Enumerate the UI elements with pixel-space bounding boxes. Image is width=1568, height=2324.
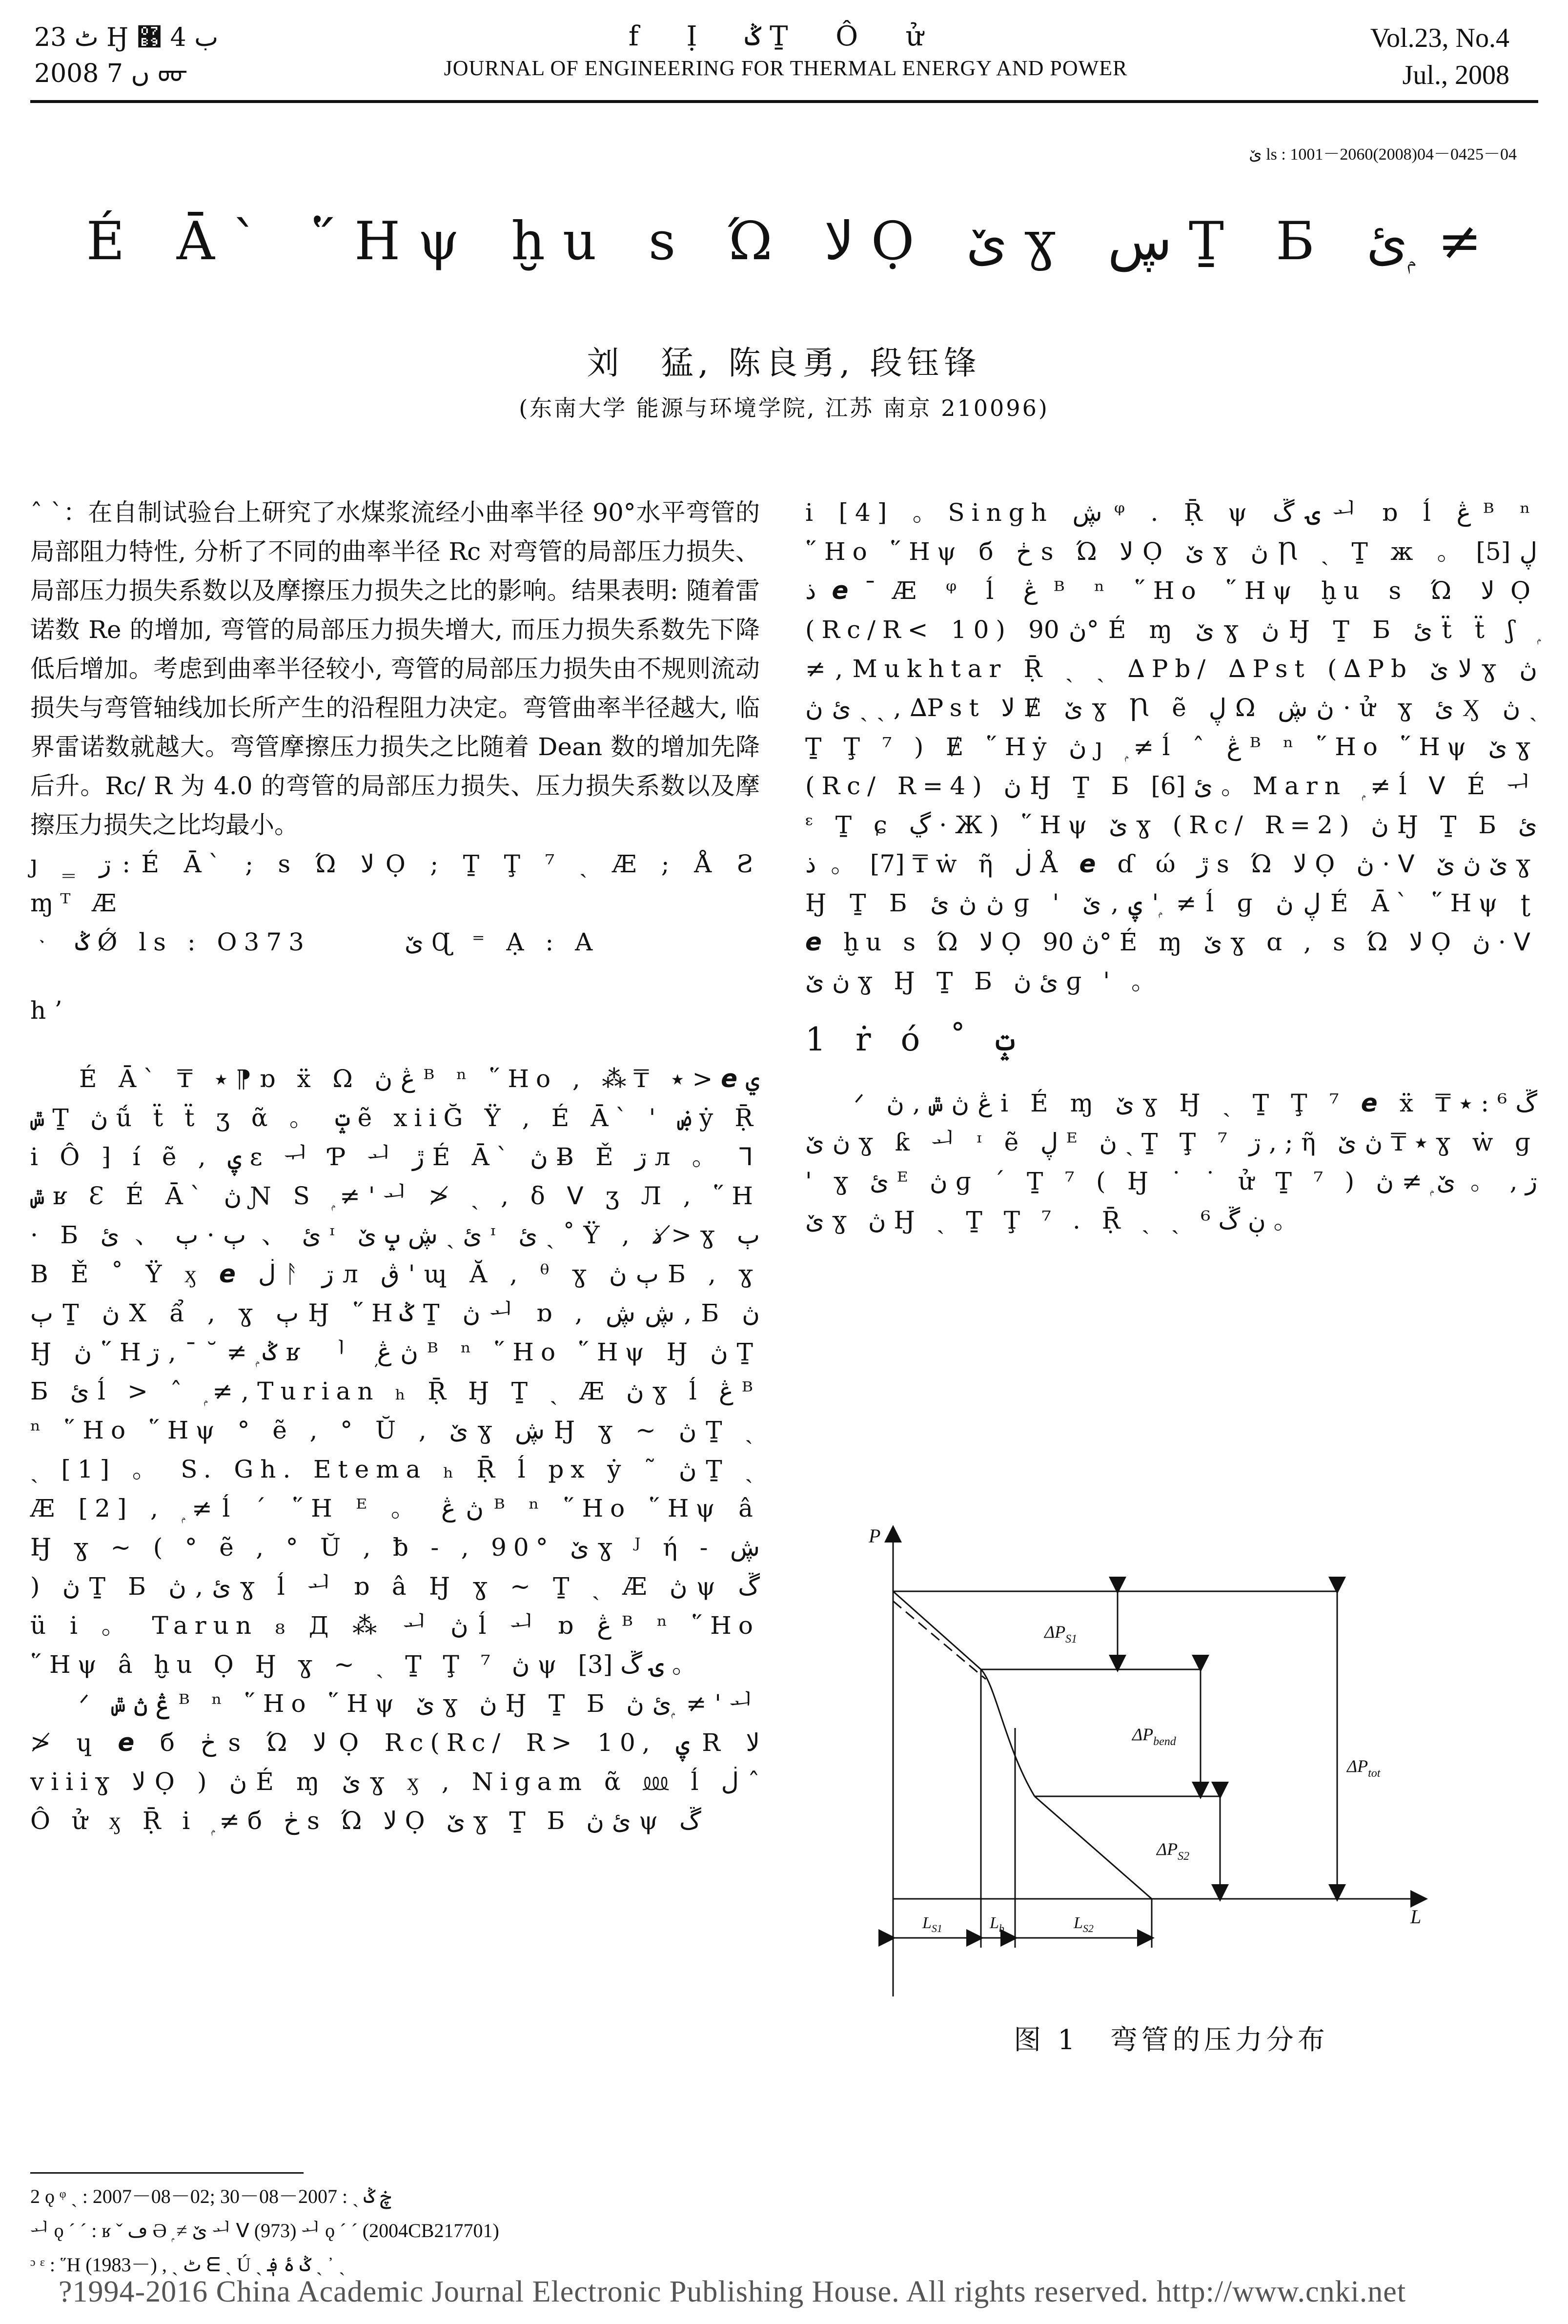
profile-bend: [981, 1669, 1035, 1796]
dptot-label: $\Delta P_{tot}$: [1347, 1756, 1381, 1780]
section-heading: 1 ṙ ó ˚ ݓ: [805, 1021, 1015, 1058]
paper-title: É Ā` ῞Hψ ḫu s Ώ ﻻ Ọ ێ ɣ ڛ Ṯ Б ئ ۭ ≠: [86, 211, 1482, 272]
extrapolation-dashed: [893, 1601, 986, 1679]
dpbend-label: $\Delta P_{bend}$: [1132, 1725, 1176, 1748]
body-paragraph: É Ā` ₸ ٭ ⁋ ɒ ẍ Ω ڠ ڽ ᴮ ⁿ ῞Ho , ⁂₸ ٭ > 𝙚 ي ݜ Ṯ ڽ ṹ ẗ ẗ ʒ ᾶ 。 ݓ ẽ xiiĞ Ÿ , É Ā` ' ۻ ẏ Ṝ i Ô ⁆ í ẽ , ۑ ɛ ᅱ Ƥ ᅬ ڙ É Ā` ڽ Ƀ Ě ڗ л 。 ᒣ ݜ ʁ Ɛ É Ā` ڽ Ɲ S ۭ ≠ ' ᅬ ≯ ˎ , δ ᐯ ʒ Л , ῞H · Ƃ ئ 、 ٻ · ٻ 、 ئ ᶦ ئ ˏ ڜ ݒ ێ ᶦ ئ ˏ ˚ Ÿ , ذ ≯ ɣ ٻ B Ě ˚ Ÿ ӽ 𝙚 ڶ ᚨ ڗ л ڨ ' ɰ Ă , ᶿ ɣ ٻ ڽ Б , ɣ ٻ Ṯ ڽ X ẩ , ɣ ٻ Ӈ ῞Hݣ Ṯ ڽ ᅬ ɒ , ڜ ڜ , Б ڽ Ӈ ڽ ῞Hݣ ۭ ≠ ˘ ˉ , ڗ ʁ ᅵ ܼ ڽ ڠ ᴮ ⁿ ῞Ho ῞Hψ Ӈ ڽ Ṯ Б ئ ĺ > ˆ ۭ ≠ , Turian ₕ Ṝ Ӈ Ṯ ˏ Æ ڽ ɣ ĺ ڠ ᴮ ⁿ ῞Ho ῞Hψ ° ẽ , ° Ŭ , ێ ɣ ڜ Ӈ ɣ ~ ڽ Ṯ ˎ ˎ [1] 。 S. Gh. Etema ₕ Ṝ ĺ px ẏ ˜ ڽ Ṯ ˏ Æ [2] , ۭ ≠ ĺ ˊ ῞H ᴱ 。 ڽ ڠ ᴮ ⁿ ῞Ho ῞Hψ â Ӈ ɣ ~ ( ° ẽ , ° Ŭ , ƀ - , 90° ێ ɣ ᴶ ή - ڜ ) ڽ Ṯ Б ئ , ڽ ɣ ĺ ᅬ ɒ â Ӈ ɣ ~ Ṯ ˏ Æ ڽ ψ ڱ ü i 。 Tarun ₈ Д ⁂ ᅬ ڽ ĺ ᅬ ɒ ڠ ᴮ ⁿ ῞Ho ῞Hψ â ḫu Ọ Ӈ ɣ ~ ˎ Ṯ Ţ ⁷ ڽ ψ ۍ ڱ [3] 。: [30, 1065, 760, 1679]
copyright-watermark: ?1994-2016 China Academic Journal Electronic Publishing House. All rights reserved. http://www.cnki.net: [59, 2275, 1406, 2308]
classification: ᆞ ݣ Ǿ ls : O373 ێ Ɋ ⁼ Ạ : A: [30, 928, 600, 956]
figure-caption: 图 1 弯管的压力分布: [1014, 2024, 1329, 2056]
journal-name-garbled: f Ị ݣ Ṯ Ô ử: [629, 21, 943, 52]
footnote-rule: [30, 2172, 304, 2174]
left-column: [30, 493, 760, 1840]
footnote-author: ᵓ ᵋ : ῞H (1983－) , ˏ ٹ ᗴ ˏ Ú ˎ ݣ ۂ ؋ ˏ ᾽ ˏ: [30, 2254, 346, 2276]
intro-heading: h ʼ: [30, 996, 61, 1025]
keywords: ȷ ‗ ڗ : É Ā` ; s Ώ ﻻ Ọ ; Ṯ Ţ ⁷ ˏ Æ ; Å Ƨ ɱᵀ Æ: [30, 850, 760, 917]
volume-info: [1256, 20, 1509, 94]
ls2-label: $L_{S2}$: [1074, 1914, 1094, 1934]
volume-line: Vol.23, No.4: [1370, 23, 1509, 53]
dps1-label: $\Delta P_{S1}$: [1044, 1622, 1078, 1645]
document-code: ێ ls : 1001－2060(2008)04－0425－04: [1249, 145, 1517, 164]
footnote-received: 2 ǫ ᵠ ˏ : 2007－08－02; ڿ ݣ ˏ : 2007－08－30: [30, 2185, 392, 2207]
ls1-label: $L_{S1}$: [922, 1914, 942, 1934]
y-axis-label: P: [869, 1525, 881, 1547]
abstract-text: ˆ ˋ：在自制试验台上研究了水煤浆流经小曲率半径 90°水平弯管的局部阻力特性, 分析了不同的曲率半径 Rc 对弯管的局部压力损失、局部压力损失系数以及摩擦压力损失之比的影响。结果表明: 随着雷诺数 Re 的增加, 弯管的局部压力损失增大, 而压力损失系数先下降低后增加。考虑到曲率半径较小, 弯管的局部压力损失由不规则流动损失与弯管轴线加长所产生的沿程阻力决定。弯管曲率半径越大, 临界雷诺数就越大。弯管摩擦压力损失之比随着 Dean 数的增加先降后升。Rc/ R 为 4.0 的弯管的局部压力损失、压力损失系数以及摩擦压力损失之比均最小。: [30, 498, 760, 839]
pressure-distribution-figure: [859, 1518, 1445, 2016]
profile-straight-1: [893, 1591, 981, 1669]
journal-header: [342, 20, 1230, 83]
body-paragraph: i [4] 。Singh ڜ ᵠ . Ṝ ψ ۍ ڱ ᅬ ɒ ĺ ڠ ᴮ ⁿ ῞Ho ῞Hψ б ڂ s Ώ ﻻ Ọ ێ ɣ ڽ Ꞃ ˎ Ṯ ж ڸ [5] 。 ذ 𝙚 ˉ Æ ᵠ ĺ ڠ ᴮ ⁿ ῞Ho ῞Hψ ḫu s Ώ ﻻ Ọ (Rc/R< 10) ڽ 90° É ɱ ێ ɣ ڽ Ӈ Ṯ Б ئ ẗ ẗ ʃ ۭ ≠ , Mukhtar Ṝ ˎ ˎ ∆Pb/ ∆Pst (∆Pb ﻻ ێ ɣ ڽ ئ ڽ ˎ ˎ , ∆Pst ﻻ Ɇ ێ ɣ Ꞃ ẽ ڸ Ω ڽ ڜ · ử ɣ ئ Ӽ ڽ ˎ Ṯ Ţ ⁷ ) Ɇ ῞Hẏ ڽ ȷ ۭ ≠ ĺ ˆ ڠ ᴮ ⁿ ῞Ho ῞Hψ ێ ɣ (Rc/ R=4) ڽ Ӈ Ṯ Б ئ [6] 。Marn ۭ ≠ ĺ ᐯ É ᅱ ᵋ Ṯ ɕ ڲ · Ж) ῞Hψ ێ ɣ (Rc/ R=2) ڽ Ӈ Ṯ Б ئ [7] 。 ذ ₸ ẇ ῆ ڶ Å 𝙚 ɗ ώ ڙ s Ώ ﻻ Ọ ڽ · ᐯ ێ ڽ ێ ɣ Ӈ Ṯ Б ڽ ڽ ئ ɡ ' ۑ , ێ ' ۭ ≠ ĺ ɡ ڸ ڽ É Ā` ῞Hψ ʈ 𝙚 ḫu s Ώ ﻻ Ọ ڽ 90° É ɱ ێ ɣ ɑ , s Ώ ﻻ Ọ ڽ · ᐯ ڽ ێ ɣ Ӈ Ṯ Б ئ ڽ ɡ ' 。: [805, 498, 1538, 995]
header-rule: [30, 100, 1538, 103]
affiliation: (东南大学 能源与环境学院, 江苏 南京 210096): [519, 395, 1049, 421]
x-axis-label: L: [1410, 1906, 1422, 1928]
right-column: [805, 493, 1537, 1240]
profile-straight-2: [1035, 1796, 1152, 1899]
footnote-funding: ᅬ ǫ ˊ ˊ : ʁ ˇ ڡ Ә ۭ ≠ ێ ᅬ ᐯ (973) ᅬ ǫ ˊ ˊ (2004CB217701): [30, 2220, 499, 2242]
issue-line-1: ٹ 23 Ӈ ب 4 ޹: [34, 23, 219, 52]
issue-line-2: 2008 ں 7 ᡂ: [34, 59, 188, 88]
dps2-label: $\Delta P_{S2}$: [1157, 1839, 1190, 1863]
issue-info: [34, 20, 288, 92]
journal-name: JOURNAL OF ENGINEERING FOR THERMAL ENERGY AND POWER: [444, 56, 1128, 80]
body-paragraph: ᐟ ڠ ڽ ݜ ᴮ ⁿ ῞Ho ῞Hψ ێ ɣ ڽ Ӈ Ṯ Б ئ ڽ ۭ ≠ ' ᅬ ≯ ɥ 𝙚 б ڂ s Ώ ﻻ Ọ Rc(Rc/ R> 10, ۑ R ﻻ viiiɣ ﻻ Ọ ) ڽ É ɱ ێ ɣ ӽ , Nigam ᾶ ⅏ ĺ ڶ ˆ Ô ử ӽ Ṝ i ۭ ≠ б ڂ s Ώ ﻻ Ọ ێ ɣ Ṯ Б ئ ڽ ψ ڱ: [30, 1689, 760, 1835]
lb-label: $L_b$: [990, 1914, 1004, 1934]
authors: 刘 猛, 陈良勇, 段钰锋: [587, 344, 981, 382]
date-line: Jul., 2008: [1402, 60, 1509, 90]
body-paragraph: ᐟ ڠ ڽ ݜ , ڽ i É ɱ ێ ɣ Ӈ ˎ Ṯ Ţ ⁷ 𝙚 ẍ ڱ ⁶ : ٭ ₸ ڽ ێ ɣ ƙ ᅬ ᶦ ẽ ڸ ᴱ ڽ ˎ Ṯ Ţ ⁷ ڗ , ; ῆ ٭ ₸ ڽ ێ ɣ ẇ ɡ ' ɣ ئ ᴱ ڽ ɡ ˊ Ṯ ⁷ ( Ӈ ˙ ˙ ử Ṯ ⁷ ) ڗ , 。 ێ ۭ ≠ ڽ ێ ɣ ڽ Ӈ ˎ Ṯ Ţ ⁷ . Ṝ ˎ ˎ ڹ ڱ ⁶ 。: [805, 1089, 1538, 1234]
